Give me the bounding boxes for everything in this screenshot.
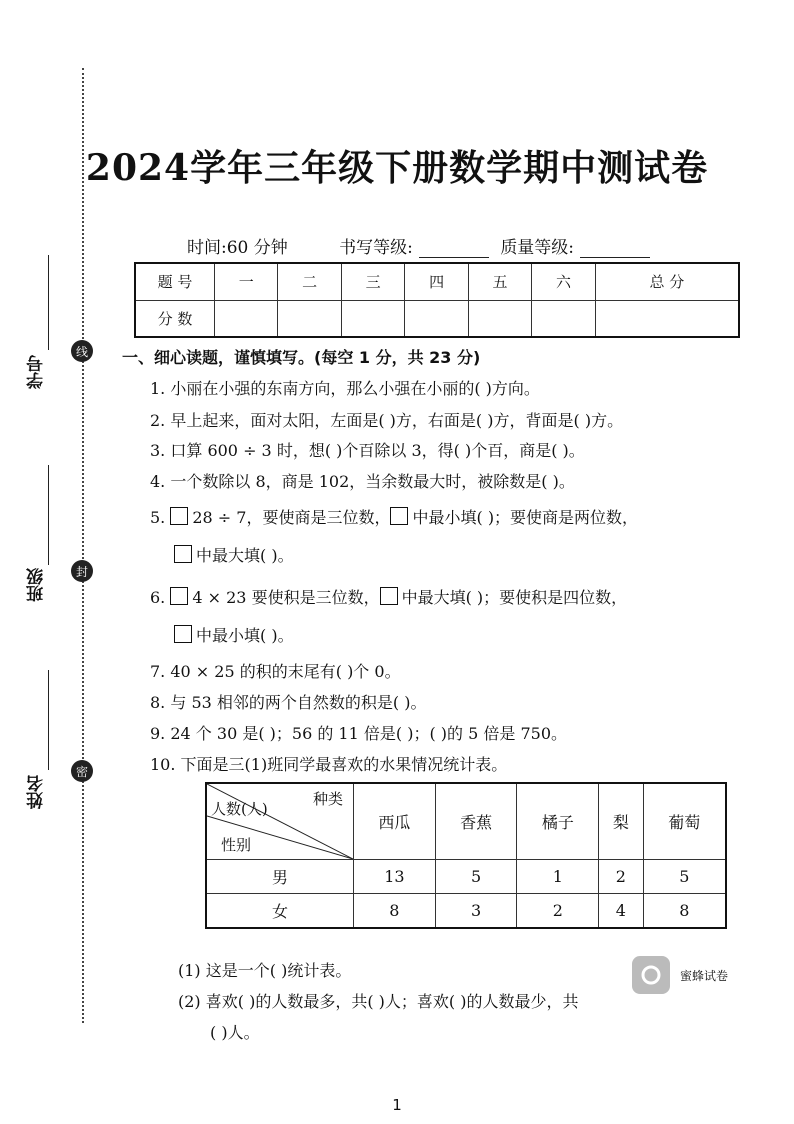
student-id-blank[interactable] [48, 255, 49, 350]
score-cell[interactable] [595, 300, 739, 337]
question-6-continued[interactable] [174, 623, 294, 646]
question-6-number: 6. [150, 588, 166, 607]
count-cell: 13 [354, 860, 436, 894]
sub-question-1[interactable]: (1) 这是一个( )统计表。 [178, 961, 352, 980]
seal-mark-xian: 线 [71, 340, 93, 362]
class-label: 班级 [27, 568, 47, 602]
fruit-name: 葡萄 [643, 783, 726, 860]
question-1[interactable]: 1. 小丽在小强的东南方向，那么小强在小丽的( )方向。 [150, 379, 540, 398]
question-5-part-a: 28 ÷ 7，要使商是三位数， [192, 508, 391, 527]
score-header-cell: 二 [278, 263, 341, 300]
count-cell: 8 [643, 893, 726, 928]
blank-box[interactable] [390, 507, 408, 525]
fruit-name: 西瓜 [354, 783, 436, 860]
section-1-heading: 一、细心读题，谨慎填写。(每空 1 分，共 23 分) [122, 348, 481, 367]
class-blank[interactable] [48, 465, 49, 565]
question-7[interactable]: 7. 40 × 25 的积的末尾有( )个 0。 [150, 662, 401, 681]
question-6[interactable] [150, 585, 627, 608]
page-number: 1 [392, 1096, 402, 1114]
score-row [135, 300, 739, 337]
header-people: 人数(人) [211, 800, 268, 818]
header-gender: 性别 [221, 836, 252, 854]
binding-dotted-line [82, 68, 84, 1023]
writing-grade-blank[interactable] [419, 257, 489, 258]
count-cell: 5 [435, 860, 517, 894]
count-cell: 2 [599, 860, 643, 894]
score-cell[interactable] [278, 300, 341, 337]
bee-logo-icon [632, 956, 670, 994]
score-header-cell: 五 [468, 263, 531, 300]
score-table [134, 262, 740, 338]
quality-grade-label: 质量等级: [500, 238, 575, 258]
sub-question-2-continued[interactable]: ( )人。 [210, 1023, 260, 1042]
seal-mark-mi: 密 [71, 760, 93, 782]
fruit-stats-table [205, 782, 727, 929]
gender-label: 男 [206, 860, 354, 894]
question-6-part-b: 中最大填( )；要使积是四位数， [401, 588, 628, 607]
blank-box[interactable] [170, 587, 188, 605]
count-cell: 2 [517, 893, 599, 928]
score-cell[interactable] [215, 300, 278, 337]
page-title: 2024学年三年级下册数学期中测试卷 [85, 147, 709, 189]
score-header-cell: 四 [405, 263, 468, 300]
fruit-name: 香蕉 [435, 783, 517, 860]
question-5[interactable] [150, 505, 638, 528]
question-4[interactable]: 4. 一个数除以 8，商是 102，当余数最大时，被除数是( )。 [150, 472, 575, 491]
count-cell: 1 [517, 860, 599, 894]
diagonal-header-cell [206, 783, 354, 860]
score-header-cell: 总 分 [595, 263, 739, 300]
blank-box[interactable] [170, 507, 188, 525]
time-label: 时间:60 分钟 [187, 238, 288, 258]
blank-box[interactable] [380, 587, 398, 605]
quality-grade-blank[interactable] [580, 257, 650, 258]
question-10: 10. 下面是三(1)班同学最喜欢的水果情况统计表。 [150, 755, 508, 774]
score-header-cell: 题 号 [135, 263, 215, 300]
blank-box[interactable] [174, 625, 192, 643]
question-2[interactable]: 2. 早上起来，面对太阳，左面是( )方，右面是( )方，背面是( )方。 [150, 411, 624, 430]
student-id-label: 学号 [27, 355, 47, 389]
score-cell[interactable] [341, 300, 404, 337]
fruit-name: 梨 [599, 783, 643, 860]
score-cell[interactable] [405, 300, 468, 337]
question-5-continued[interactable] [174, 543, 294, 566]
question-9[interactable]: 9. 24 个 30 是( )；56 的 11 倍是( )；( )的 5 倍是 750。 [150, 724, 567, 743]
fruit-name: 橘子 [517, 783, 599, 860]
question-5-number: 5. [150, 508, 166, 527]
count-cell: 3 [435, 893, 517, 928]
question-5-part-b: 中最小填( )；要使商是两位数， [412, 508, 639, 527]
score-header-cell: 六 [532, 263, 595, 300]
score-cell[interactable] [468, 300, 531, 337]
question-5-part-c: 中最大填( )。 [196, 546, 294, 565]
count-cell: 4 [599, 893, 643, 928]
count-cell: 5 [643, 860, 726, 894]
question-3[interactable]: 3. 口算 600 ÷ 3 时，想( )个百除以 3，得( )个百，商是( )。 [150, 441, 585, 460]
name-label: 姓名 [27, 775, 47, 809]
fruit-header-row [206, 783, 726, 860]
writing-grade-label: 书写等级: [339, 238, 413, 258]
score-header-cell: 一 [215, 263, 278, 300]
exam-meta [187, 233, 656, 258]
question-6-part-c: 中最小填( )。 [196, 626, 294, 645]
score-row-label: 分 数 [135, 300, 215, 337]
name-blank[interactable] [48, 670, 49, 770]
gender-label: 女 [206, 893, 354, 928]
score-header-row [135, 263, 739, 300]
score-header-cell: 三 [341, 263, 404, 300]
sub-question-2[interactable]: (2) 喜欢( )的人数最多，共( )人；喜欢( )的人数最少，共 [178, 992, 579, 1011]
watermark-text: 蜜蜂试卷 [680, 968, 729, 983]
watermark [632, 956, 728, 994]
count-cell: 8 [354, 893, 436, 928]
score-cell[interactable] [532, 300, 595, 337]
blank-box[interactable] [174, 545, 192, 563]
table-row [206, 893, 726, 928]
table-row [206, 860, 726, 894]
seal-mark-feng: 封 [71, 560, 93, 582]
question-6-part-a: 4 × 23 要使积是三位数， [192, 588, 380, 607]
header-kind: 种类 [312, 790, 343, 808]
question-8[interactable]: 8. 与 53 相邻的两个自然数的积是( )。 [150, 693, 427, 712]
